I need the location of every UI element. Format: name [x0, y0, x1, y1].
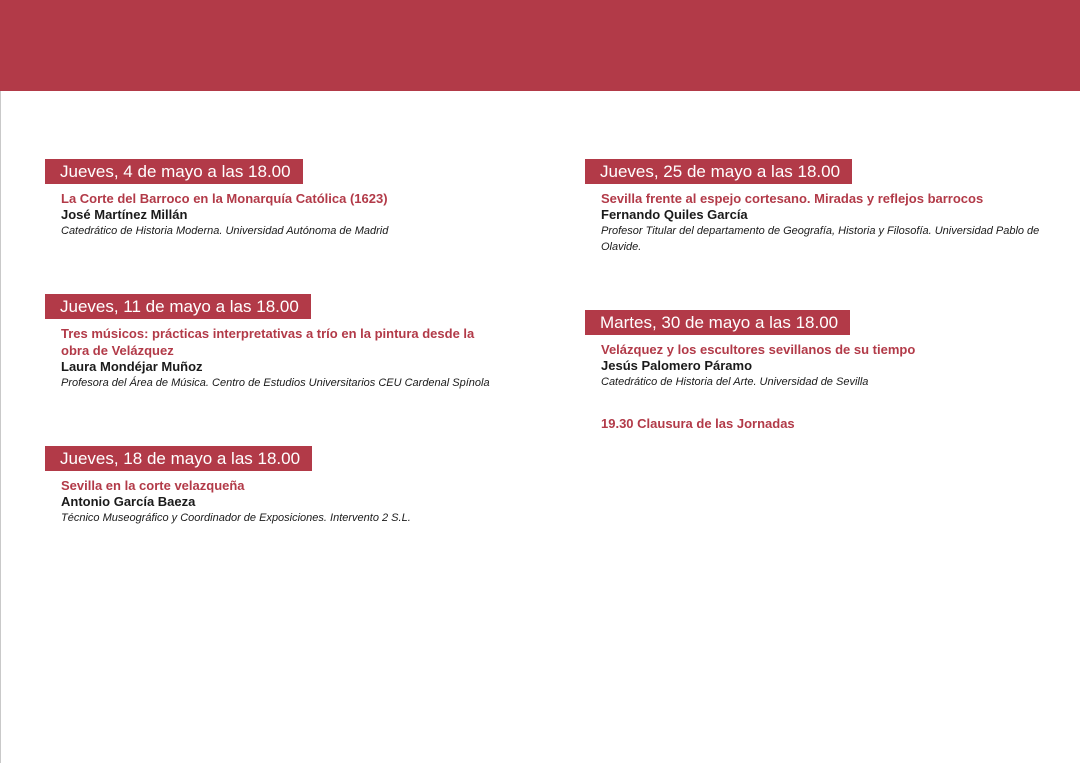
event-item — [585, 310, 1055, 390]
speaker-affiliation: Profesora del Área de Música. Centro de Estudios Universitarios CEU Cardenal Spínola — [61, 377, 490, 389]
event-item — [45, 159, 545, 239]
closing-note: 19.30 Clausura de las Jornadas — [601, 416, 795, 431]
date-label: Jueves, 18 de mayo a las 18.00 — [45, 446, 312, 471]
speaker-name: Fernando Quiles García — [601, 207, 748, 222]
speaker-affiliation: Profesor Titular del departamento de Geografía, Historia y Filosofía. Universidad Pablo de Olavide. — [601, 225, 1040, 253]
date-label: Jueves, 4 de mayo a las 18.00 — [45, 159, 303, 184]
event-item — [45, 294, 545, 391]
talk-title: La Corte del Barroco en la Monarquía Católica (1623) — [61, 191, 388, 206]
date-label: Jueves, 25 de mayo a las 18.00 — [585, 159, 852, 184]
page-edge — [0, 91, 1, 763]
date-label: Martes, 30 de mayo a las 18.00 — [585, 310, 850, 335]
speaker-name: José Martínez Millán — [61, 207, 188, 222]
speaker-name: Antonio García Baeza — [61, 494, 196, 509]
speaker-affiliation: Catedrático de Historia del Arte. Universidad de Sevilla — [601, 376, 869, 388]
event-item — [45, 446, 545, 526]
speaker-affiliation: Catedrático de Historia Moderna. Universidad Autónoma de Madrid — [61, 225, 389, 237]
talk-title: Velázquez y los escultores sevillanos de su tiempo — [601, 342, 916, 357]
talk-title: Sevilla frente al espejo cortesano. Miradas y reflejos barrocos — [601, 191, 984, 206]
header-band — [0, 0, 1080, 91]
speaker-name: Jesús Palomero Páramo — [601, 358, 753, 373]
date-label: Jueves, 11 de mayo a las 18.00 — [45, 294, 311, 319]
talk-title: Sevilla en la corte velazqueña — [61, 478, 245, 493]
talk-title: Tres músicos: prácticas interpretativas a trío en la pintura desde la obra de Velázquez — [61, 326, 475, 358]
event-item — [585, 159, 1055, 255]
speaker-affiliation: Técnico Museográfico y Coordinador de Exposiciones. Intervento 2 S.L. — [61, 512, 411, 524]
speaker-name: Laura Mondéjar Muñoz — [61, 359, 203, 374]
